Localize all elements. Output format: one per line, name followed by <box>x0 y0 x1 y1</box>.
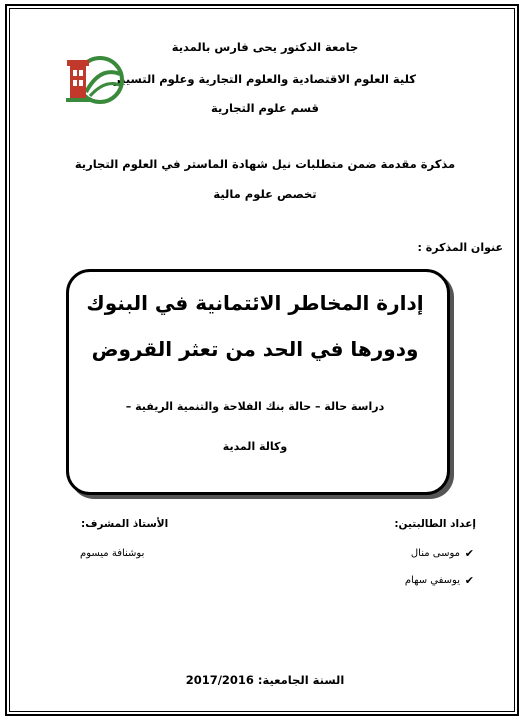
case-study-line-1: دراسة حالة – حالة بنك الفلاحة والتنمية الريفية – <box>125 400 385 413</box>
specialty: تخصص علوم مالية <box>213 187 317 201</box>
university-name: جامعة الدكتور يحى فارس بالمدية <box>171 40 359 54</box>
supervisor-label: الأستاذ المشرف: <box>81 518 169 530</box>
university-logo-icon <box>64 52 128 108</box>
student-name: موسى منال <box>410 548 460 559</box>
title-label: عنوان المذكرة : <box>417 241 503 254</box>
memo-statement: مذكرة مقدمة ضمن متطلبات نيل شهادة الماستر في العلوم التجارية <box>74 157 456 171</box>
student-name: يوسفي سهام <box>404 575 460 586</box>
thesis-title-line-1: إدارة المخاطر الائتمانية في البنوك <box>86 291 424 315</box>
academic-year: السنة الجامعية: 2017/2016 <box>185 673 345 687</box>
thesis-title-line-2: ودورها في الحد من تعثر القروض <box>91 337 419 361</box>
checkmark-icon: ✔ <box>464 574 474 587</box>
faculty-name: كلية العلوم الاقتصادية والعلوم التجارية وعلوم التسيير <box>114 72 416 86</box>
supervisor-name: بوشنافة ميسوم <box>80 548 145 559</box>
students-label: إعداد الطالبتين: <box>394 518 476 530</box>
checkmark-icon: ✔ <box>464 547 474 560</box>
case-study-line-2: وكالة المدية <box>222 440 288 453</box>
department-name: قسم علوم التجارية <box>211 101 319 115</box>
